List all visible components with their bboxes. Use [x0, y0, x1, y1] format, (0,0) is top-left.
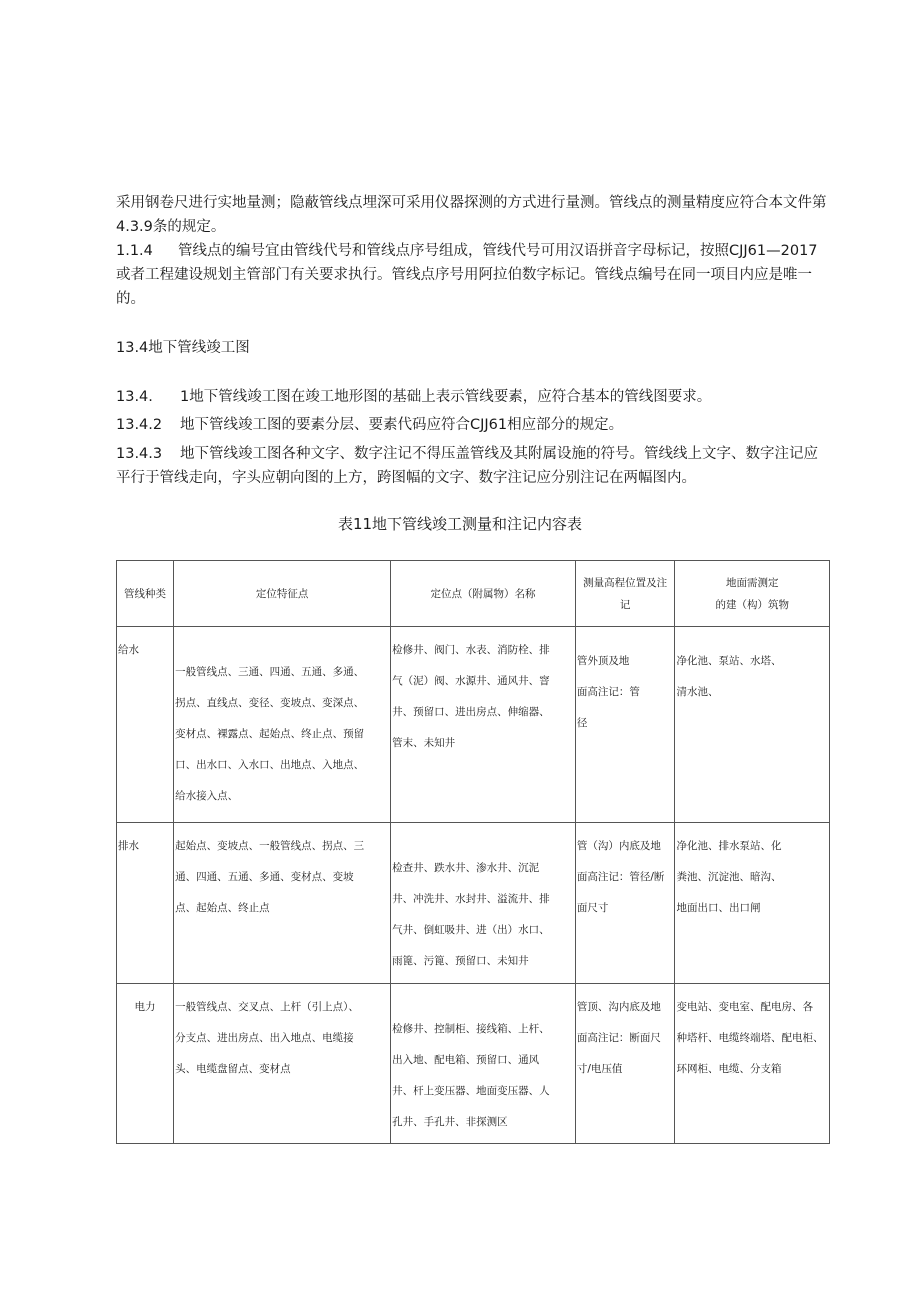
cell-line: 环网柜、电缆、分支箱: [676, 1063, 782, 1075]
clause-number: 1.1.4: [116, 243, 153, 259]
cell-features: [174, 627, 391, 823]
section-heading: 13.4地下管线竣工图: [116, 340, 250, 356]
table-caption: 表11地下管线竣工测量和注记内容表: [337, 515, 583, 533]
header-elevation-line2: 记: [619, 598, 631, 611]
cell-features: [174, 823, 391, 984]
cell-type: 电力: [117, 984, 174, 1144]
cell-line: 井、杆上变压器、地面变压器、人: [392, 1085, 550, 1097]
cell-line: 口、出水口、入水口、出地点、入地点、: [175, 759, 365, 771]
cell-line: 分支点、进出房点、出入地点、电缆接: [175, 1032, 354, 1044]
cell-line: 净化池、排水泵站、化: [676, 840, 782, 852]
header-elevation-line1: 测量高程位置及注: [583, 576, 668, 589]
cell-line: 雨篦、污篦、预留口、未知井: [392, 955, 529, 967]
cell-line: 地面出口、出口闸: [676, 902, 761, 914]
cell-elevation: [575, 627, 675, 823]
clause-13-4-3: [116, 442, 830, 490]
header-pipeline-type: 管线种类: [117, 561, 174, 627]
cell-line: 气井、倒虹吸井、进（出）水口、: [392, 924, 550, 936]
cell-line: 一般管线点、交叉点、上杆（引上点）、: [175, 1001, 359, 1013]
table-header-row: [117, 561, 830, 627]
cell-line: 面尺寸: [576, 902, 609, 914]
cell-line: 头、电缆盘留点、变材点: [175, 1063, 291, 1075]
cell-line: 清水池、: [676, 686, 719, 698]
cell-line: 净化池、泵站、水塔、: [676, 655, 782, 667]
cell-line: 通、四通、五通、多通、变材点、变坡: [175, 871, 354, 883]
cell-type: 排水: [117, 823, 174, 984]
clause-text: 管线点的编号宜由管线代号和管线点序号组成，管线代号可用汉语拼音字母标记，按照CJJ61—2017或者工程建设规划主管部门有关要求执行。管线点序号用阿拉伯数字标记。管线点编号在同一项目内应是唯一的。: [116, 243, 818, 307]
cell-elevation: [575, 823, 675, 984]
cell-attachments: [391, 984, 576, 1144]
cell-line: 井、预留口、进出房点、伸缩器、: [392, 706, 550, 718]
cell-structures: [675, 984, 830, 1144]
table-row: [117, 823, 830, 984]
cell-line: 孔井、手孔井、非探测区: [392, 1116, 508, 1128]
cell-structures: [675, 823, 830, 984]
clause-number: 13.4.3: [116, 446, 163, 462]
cell-attachments: [391, 627, 576, 823]
cell-line: 径: [576, 717, 588, 729]
paragraph-text: 采用钢卷尺进行实地量测；隐蔽管线点埋深可采用仪器探测的方式进行量测。管线点的测量精度应符合本文件第4.3.9条的规定。: [116, 195, 827, 235]
cell-line: 检修井、阀门、水表、消防栓、排: [392, 644, 550, 656]
table-row: [117, 984, 830, 1144]
clause-text: 地下管线竣工图的要素分层、要素代码应符合CJJ61相应部分的规定。: [180, 417, 624, 433]
header-structures-line1: 地面需测定: [725, 576, 779, 589]
cell-line: 起始点、变坡点、一般管线点、拐点、三: [175, 840, 365, 852]
cell-line: 检修井、控制柜、接线箱、上杆、: [392, 1023, 550, 1035]
clause-number: 13.4.: [116, 389, 153, 405]
cell-line: 一般管线点、三通、四通、五通、多通、: [175, 666, 365, 678]
clause-number: 13.4.2: [116, 417, 163, 433]
header-feature-points: 定位特征点: [174, 561, 391, 627]
cell-features: [174, 984, 391, 1144]
header-attachment-names: 定位点（附属物）名称: [391, 561, 576, 627]
cell-line: 给水接入点、: [175, 790, 239, 802]
clause-text: 地下管线竣工图各种文字、数字注记不得压盖管线及其附属设施的符号。管线线上文字、数字注记应平行于管线走向，字头应朝向图的上方，跨图幅的文字、数字注记应分别注记在两幅图内。: [116, 446, 818, 486]
cell-line: 面高注记：管: [576, 686, 640, 698]
cell-line: 出入地、配电箱、预留口、通风: [392, 1054, 540, 1066]
cell-type: 给水: [117, 627, 174, 823]
header-structures: [675, 561, 830, 627]
cell-line: 管（沟）内底及地: [576, 840, 661, 852]
cell-line: 变材点、裸露点、起始点、终止点、预留: [175, 728, 365, 740]
cell-attachments: [391, 823, 576, 984]
cell-line: 管外顶及地: [576, 655, 630, 667]
cell-line: 面高注记：管径/断: [576, 871, 665, 883]
cell-line: 寸/电压值: [576, 1063, 623, 1075]
paragraph-continuation: [116, 191, 830, 239]
cell-line: 粪池、沉淀池、暗沟、: [676, 871, 782, 883]
header-structures-line2: 的建（构）筑物: [715, 598, 789, 611]
cell-elevation: [575, 984, 675, 1144]
cell-line: 管末、未知井: [392, 737, 456, 749]
cell-line: 点、起始点、终止点: [175, 902, 270, 914]
cell-line: 变电站、变电室、配电房、各: [676, 1001, 813, 1013]
cell-line: 管顶、沟内底及地: [576, 1001, 661, 1013]
header-elevation: [575, 561, 675, 627]
cell-line: 面高注记：断面尺: [576, 1032, 661, 1044]
cell-line: 拐点、直线点、变径、变坡点、变深点、: [175, 697, 365, 709]
cell-line: 井、冲洗井、水封井、溢流井、排: [392, 893, 550, 905]
cell-line: 气（泥）阀、水源井、通风井、窨: [392, 675, 550, 687]
cell-line: 种塔杆、电缆终端塔、配电柜、: [676, 1032, 824, 1044]
pipeline-survey-table: [116, 560, 830, 1144]
cell-structures: [675, 627, 830, 823]
cell-line: 检查井、跌水井、渗水井、沉泥: [392, 862, 540, 874]
table-row: [117, 627, 830, 823]
clause-text: 1地下管线竣工图在竣工地形图的基础上表示管线要素，应符合基本的管线图要求。: [180, 389, 712, 405]
clause-13-4-1: [116, 385, 830, 409]
clause-1-1-4: [116, 239, 830, 311]
clause-13-4-2: [116, 413, 830, 437]
